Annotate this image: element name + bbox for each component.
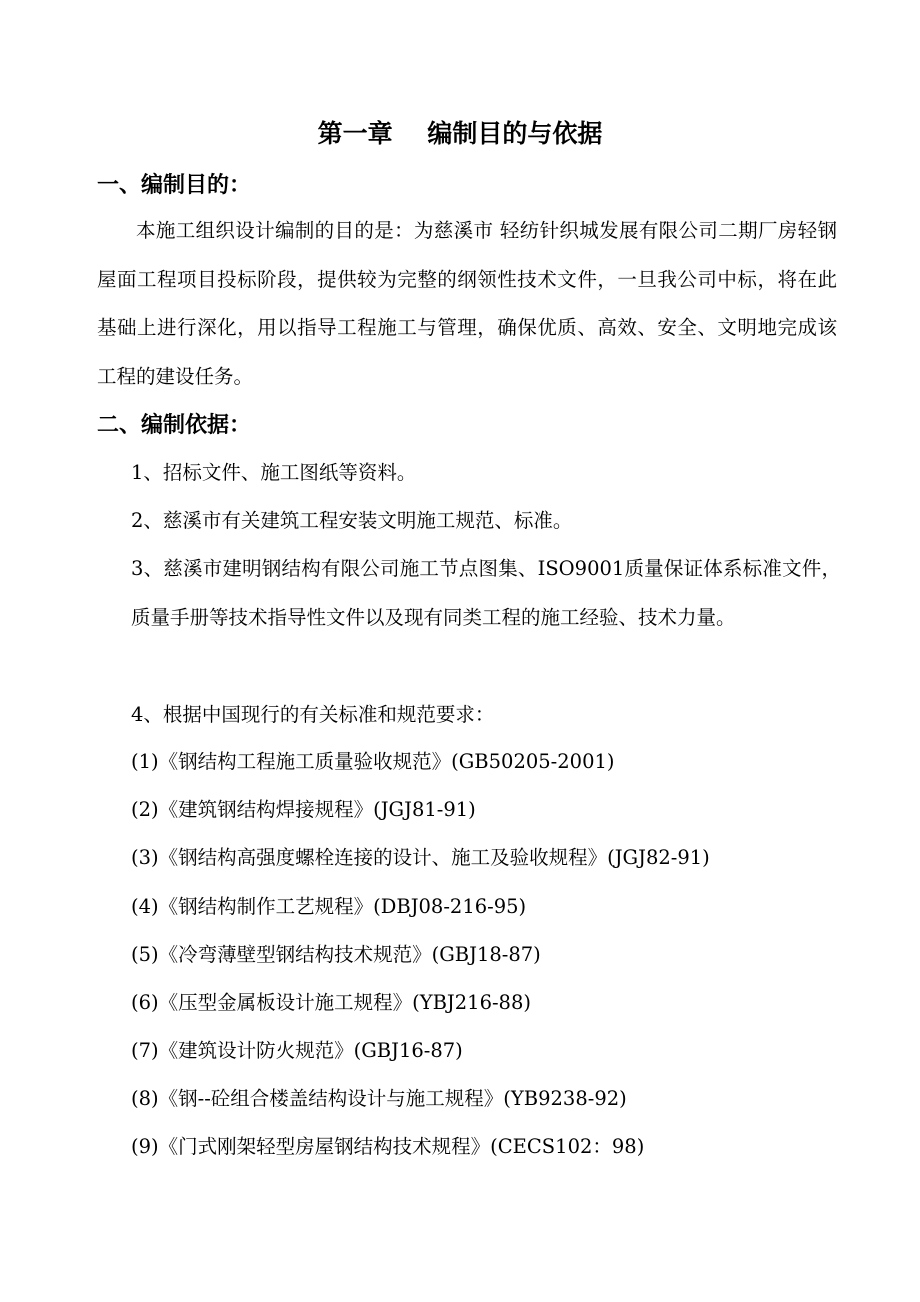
purpose-paragraph: 本施工组织设计编制的目的是：为慈溪市 轻纺针织城发展有限公司二期厂房轻钢屋面工程项目投标阶段，提供较为完整的纲领性技术文件，一旦我公司中标，将在此基础上进行深化，用以指导工程施工与管理，确保优质、高效、安全、文明地完成该工程的建设任务。 <box>97 219 837 388</box>
standard-item: (5)《冷弯薄壁型钢结构技术规范》(GBJ18-87) <box>131 943 541 966</box>
chapter-title: 第一章 编制目的与依据 <box>317 119 603 148</box>
basis-item: 1、招标文件、施工图纸等资料。 <box>131 461 417 484</box>
section-heading-purpose: 一、编制目的： <box>97 172 252 198</box>
standard-item: (8)《钢--砼组合楼盖结构设计与施工规程》(YB9238-92) <box>131 1087 627 1110</box>
standard-item: (1)《钢结构工程施工质量验收规范》(GB50205-2001) <box>131 750 615 773</box>
basis-item: 4、根据中国现行的有关标准和规范要求： <box>131 703 495 726</box>
standard-item: (6)《压型金属板设计施工规程》(YBJ216-88) <box>131 991 531 1014</box>
standard-item: (9)《门式刚架轻型房屋钢结构技术规程》(CECS102：98) <box>131 1135 645 1158</box>
standard-item: (2)《建筑钢结构焊接规程》(JGJ81-91) <box>131 798 476 821</box>
basis-item: 2、慈溪市有关建筑工程安装文明施工规范、标准。 <box>131 509 573 532</box>
standard-item: (7)《建筑设计防火规范》(GBJ16-87) <box>131 1039 463 1062</box>
basis-item: 3、慈溪市建明钢结构有限公司施工节点图集、ISO9001质量保证体系标准文件，质量手册等技术指导性文件以及现有同类工程的施工经验、技术力量。 <box>131 557 841 629</box>
standard-item: (3)《钢结构高强度螺栓连接的设计、施工及验收规程》(JGJ82-91) <box>131 846 710 869</box>
standard-item: (4)《钢结构制作工艺规程》(DBJ08-216-95) <box>131 895 527 918</box>
section-heading-basis: 二、编制依据： <box>97 412 252 438</box>
